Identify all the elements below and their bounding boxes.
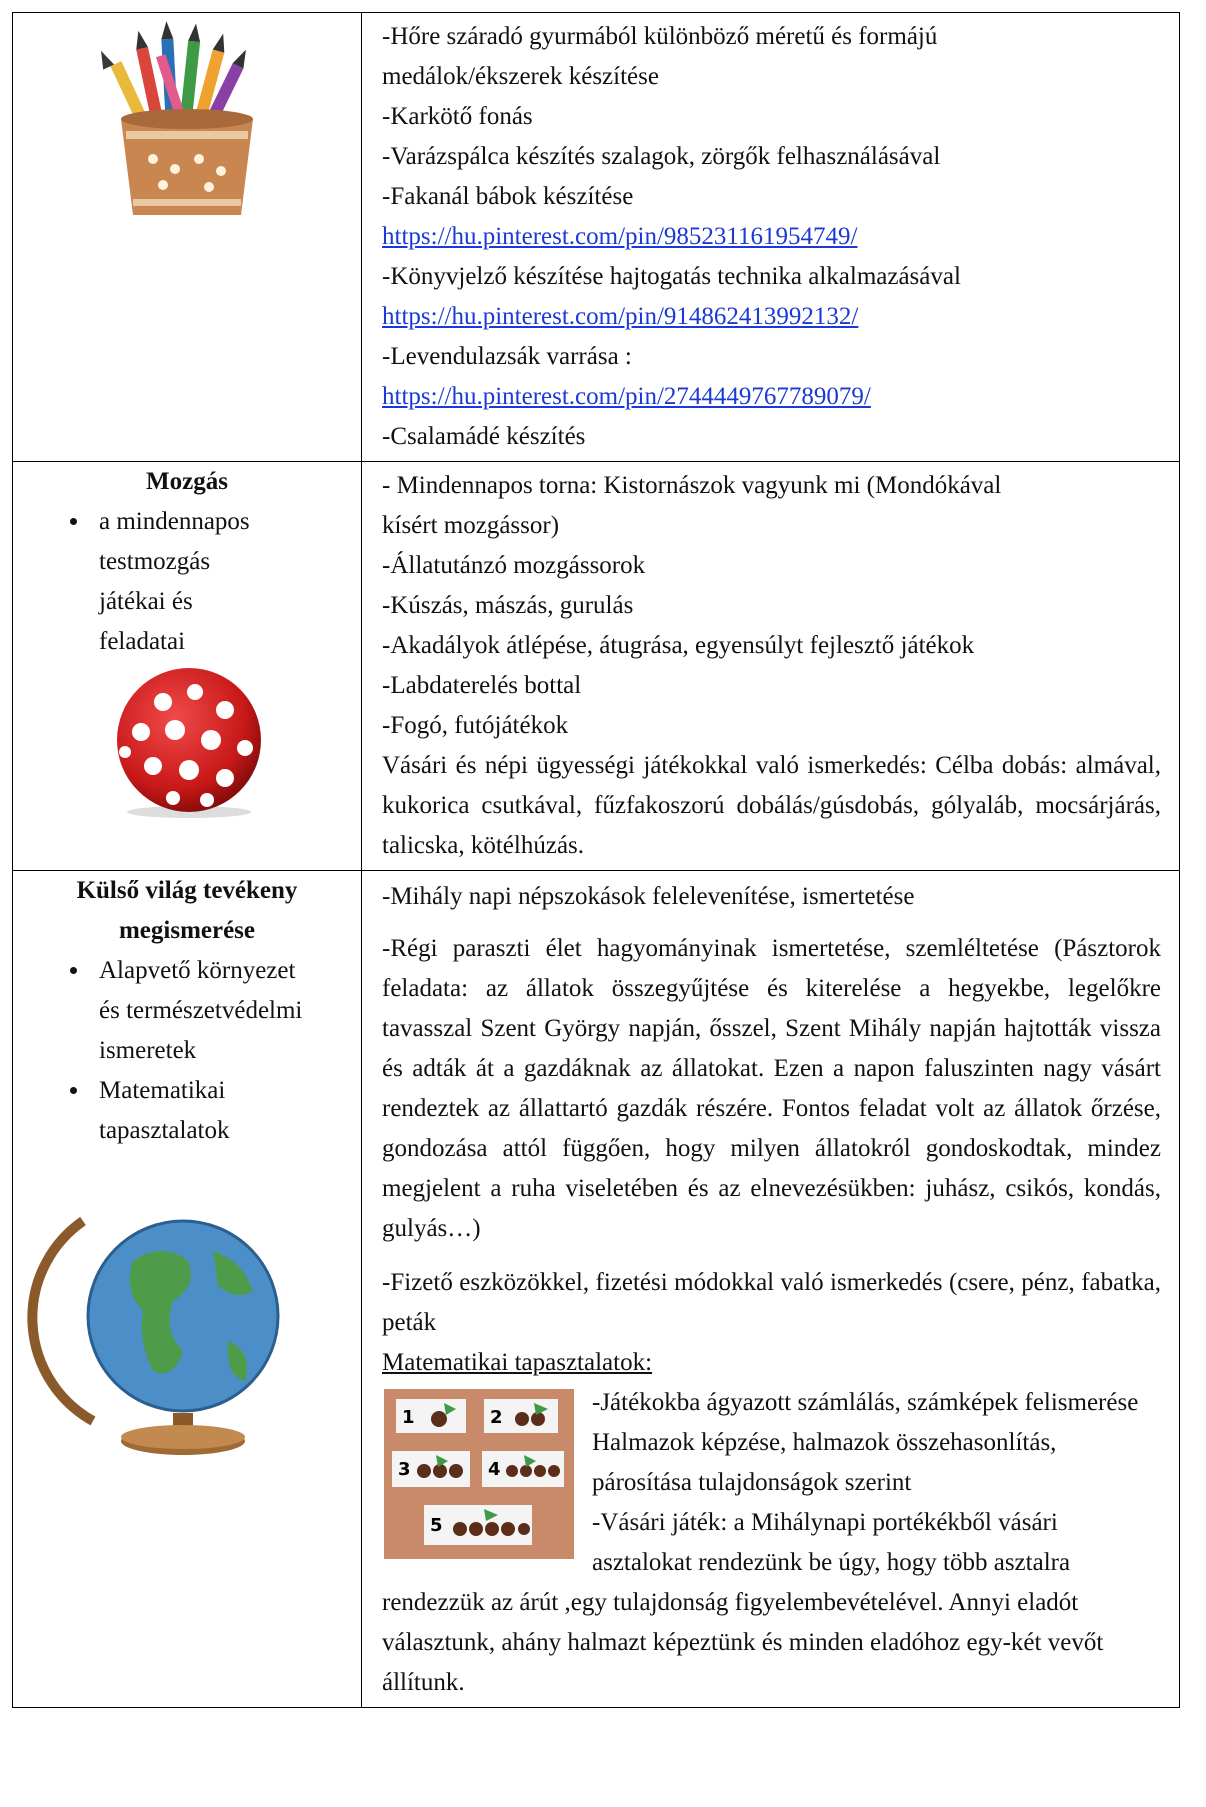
card-5 (424, 1505, 532, 1545)
row-movement (13, 462, 1180, 871)
world-left-cell (13, 871, 362, 1708)
movement-heading: Mozgás (146, 468, 228, 495)
pinterest-link-puppets[interactable]: https://hu.pinterest.com/pin/985231161954749/ (382, 223, 858, 250)
movement-content-cell (362, 462, 1180, 871)
craft-line-1: -Hőre száradó gyurmából különböző méretű és formájú (382, 23, 938, 50)
craft-line-4: -Varázspálca készítés szalagok, zörgők felhasználásával (382, 143, 941, 170)
number-cards-photo (384, 1389, 574, 1559)
svg-text:4: 4 (488, 1459, 501, 1480)
crafts-left-cell (13, 13, 362, 462)
move-line-4: -Kúszás, mászás, gurulás (382, 592, 634, 619)
move-line-6: -Labdaterelés bottal (382, 672, 582, 699)
move-line-7: -Fogó, futójátékok (382, 712, 569, 739)
svg-text:2: 2 (490, 1407, 503, 1428)
crafts-content-cell (362, 13, 1180, 462)
craft-line-2: medálok/ékszerek készítése (382, 63, 659, 90)
polka-dot-ball-icon (13, 662, 361, 822)
card-3 (392, 1451, 470, 1487)
pinterest-link-lavender[interactable]: https://hu.pinterest.com/pin/2744449767789079/ (382, 383, 871, 410)
world-bullets (13, 951, 361, 1151)
pinterest-link-bookmark[interactable]: https://hu.pinterest.com/pin/914862413992132/ (382, 303, 859, 330)
move-paragraph: Vásári és népi ügyességi játékokkal való ismerkedés: Célba dobás: almával, kukorica csutkával, fűzfakoszorú dobálás/gúsdobás, gólyaláb, mocsárjárás, talicska, kötélhúzás. (382, 752, 1161, 859)
math-line-2: Halmazok képzése, halmazok összehasonlítás, párosítása tulajdonságok szerint (592, 1429, 1057, 1496)
svg-text:1: 1 (402, 1407, 415, 1428)
row-world (13, 871, 1180, 1708)
move-line-1: - Mindennapos torna: Kistornászok vagyunk mi (Mondókával (382, 472, 1002, 499)
movement-bullet-1: • a mindennapos testmozgás játékai és feladatai (91, 502, 259, 662)
move-line-5: -Akadályok átlépése, átugrása, egyensúlyt fejlesztő játékok (382, 632, 975, 659)
svg-text:3: 3 (398, 1459, 411, 1480)
math-line-3: -Vásári játék: a Mihálynapi portékékből vásári asztalokat rendezünk be úgy, hogy több asztalra rendezzük az árút ,egy tulajdonság figyelembevételével. Annyi eladót választunk, ahány halmazt képeztünk és minden eladóhoz egy-két vevőt állítunk. (382, 1509, 1104, 1696)
world-line-1: -Mihály napi népszokások felelevenítése, ismertetése (382, 883, 915, 910)
craft-line-pickle: -Csalamádé készítés (382, 423, 586, 450)
world-paragraph-2: -Fizető eszközökkel, fizetési módokkal való ismerkedés (csere, pénz, fabatka, peták (382, 1269, 1161, 1336)
math-line-1: -Játékokba ágyazott számlálás, számképek felismerése (592, 1389, 1139, 1416)
pencil-cup-icon (13, 19, 361, 219)
move-line-3: -Állatutánzó mozgássorok (382, 552, 646, 579)
svg-text:5: 5 (430, 1515, 443, 1536)
craft-line-lavender: -Levendulazsák varrása : (382, 343, 632, 370)
world-bullet-2: • Matematikai tapasztalatok (91, 1071, 269, 1151)
world-content-cell (362, 871, 1180, 1708)
card-1 (396, 1399, 466, 1433)
move-line-2: kísért mozgássor) (382, 512, 560, 539)
card-4 (482, 1451, 564, 1487)
math-title: Matematikai tapasztalatok: (382, 1349, 653, 1376)
movement-bullets (13, 502, 361, 662)
craft-line-5: -Fakanál bábok készítése (382, 183, 634, 210)
world-paragraph-1: -Régi paraszti élet hagyományinak ismertetése, szemléltetése (Pásztorok feladata: az állatok összegyűjtése és kiterelése a hegyekbe, legelőkre tavasszal Szent György napján, ősszel, Szent Mihály napján hajtották vissza és adták át a gazdáknak az állatokat. Ezen a napon faluszinten nagy vásárt rendeztek az állattartó gazdák részére. Fontos feladat volt az állatok őrzése, gondozása attól függően, hogy milyen állatokról gondoskodtak, mindez megjelent a ruha viseletében és az elnevezésükben: juhász, csikós, kondás, gulyás…) (382, 935, 1161, 1242)
craft-line-3: -Karkötő fonás (382, 103, 533, 130)
movement-left-cell (13, 462, 362, 871)
activity-table (12, 12, 1180, 1708)
world-heading: Külső világ tevékeny megismerése (76, 877, 298, 944)
row-crafts (13, 13, 1180, 462)
card-2 (484, 1399, 558, 1433)
globe-icon (13, 1191, 361, 1461)
world-bullet-1: • Alapvető környezet és természetvédelmi ismeretek (91, 951, 315, 1071)
math-block (382, 1383, 1161, 1703)
craft-line-bookmark: -Könyvjelző készítése hajtogatás technika alkalmazásával (382, 263, 961, 290)
